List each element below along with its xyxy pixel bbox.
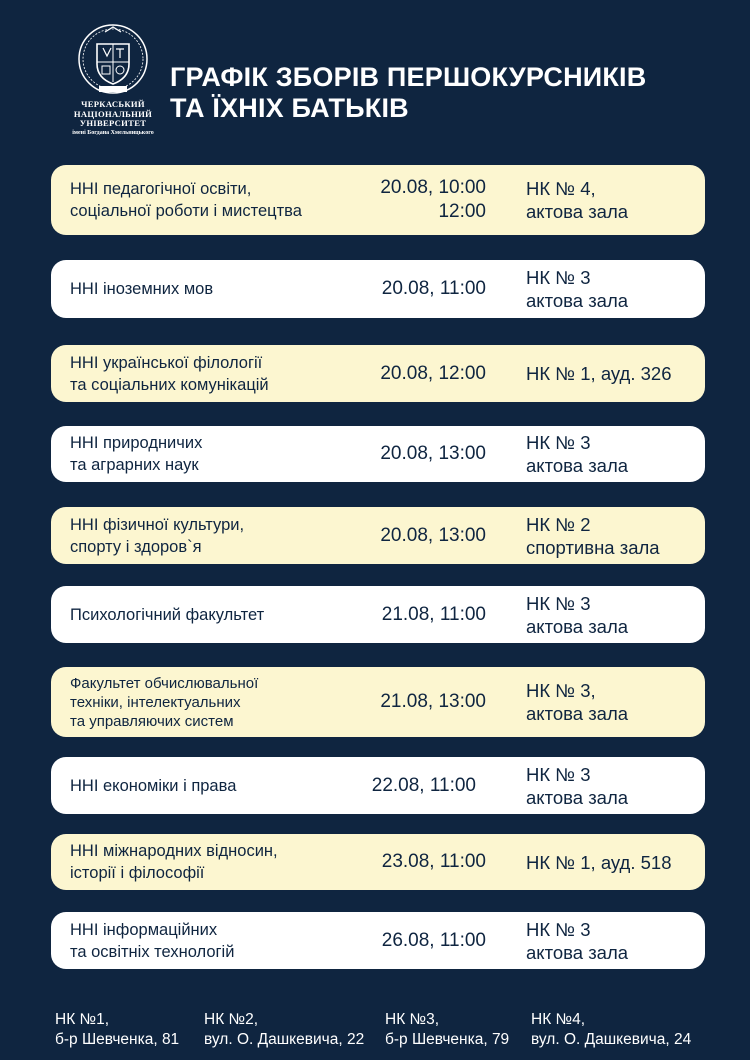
meeting-place: НК № 2 спортивна зала	[526, 513, 660, 558]
schedule-row	[51, 834, 705, 890]
schedule-row	[51, 165, 705, 235]
logo-text-line-2: НАЦІОНАЛЬНИЙ	[73, 108, 153, 119]
schedule-row	[51, 345, 705, 402]
university-logo	[64, 22, 162, 137]
meeting-time: 20.08, 10:00 12:00	[380, 177, 486, 222]
footer-address-nk4: НК №4, вул. О. Дашкевича, 24	[531, 1011, 692, 1048]
footer-address-nk3: НК №3, б-р Шевченка, 79	[385, 1011, 510, 1048]
meeting-place: НК № 1, ауд. 518	[526, 851, 672, 873]
meeting-time: 23.08, 11:00	[381, 851, 486, 872]
faculty-name: Психологічний факультет	[70, 605, 265, 624]
page-title: ГРАФІК ЗБОРІВ ПЕРШОКУРСНИКІВ ТА ЇХНІХ БАТЬКІВ	[170, 62, 647, 123]
meeting-place: НК № 3 актова зала	[526, 763, 629, 808]
faculty-name: ННІ економіки і права	[70, 776, 237, 795]
meeting-place: НК № 4, актова зала	[526, 178, 629, 222]
schedule-row	[51, 912, 705, 969]
meeting-time: 20.08, 11:00	[381, 278, 486, 299]
faculty-name: Факультет обчислювальної техніки, інтелектуальних та управляючих систем	[70, 674, 259, 730]
meeting-time: 20.08, 13:00	[380, 524, 486, 546]
meeting-time: 21.08, 13:00	[380, 691, 486, 712]
schedule-row	[51, 667, 705, 737]
meeting-place: НК № 3 актова зала	[526, 592, 629, 637]
schedule-row	[51, 586, 705, 643]
logo-text-line-3: УНІВЕРСИТЕТ	[79, 118, 147, 128]
meeting-time: 20.08, 13:00	[380, 443, 486, 464]
footer-address-nk2: НК №2, вул. О. Дашкевича, 22	[204, 1011, 365, 1048]
meeting-place: НК № 1, ауд. 326	[526, 363, 672, 384]
meeting-place: НК № 3 актова зала	[526, 432, 629, 476]
faculty-name: ННІ інформаційних та освітніх технологій	[70, 920, 235, 961]
faculty-name: ННІ міжнародних відносин, історії і філософії	[70, 842, 278, 882]
meeting-place: НК № 3 актова зала	[526, 918, 629, 963]
footer-address-nk1: НК №1, б-р Шевченка, 81	[55, 1011, 180, 1048]
meeting-place: НК № 3 актова зала	[526, 267, 629, 311]
faculty-name: ННІ фізичної культури, спорту і здоров`я	[70, 515, 245, 556]
logo-text-line-1: ЧЕРКАСЬКИЙ	[81, 99, 145, 109]
schedule-row	[51, 757, 705, 814]
university-crest-icon	[77, 22, 149, 96]
meeting-time: 26.08, 11:00	[381, 929, 486, 951]
meeting-time: 21.08, 11:00	[381, 603, 486, 625]
schedule-row	[51, 426, 705, 482]
schedule-row	[51, 507, 705, 564]
faculty-name: ННІ іноземних мов	[70, 280, 214, 298]
faculty-name: ННІ природничих та аграрних наук	[70, 434, 203, 474]
schedule-row	[51, 260, 705, 318]
meeting-time: 20.08, 12:00	[380, 362, 486, 384]
meeting-place: НК № 3, актова зала	[526, 680, 629, 724]
faculty-name: ННІ української філології та соціальних комунікацій	[70, 353, 269, 394]
logo-text-subline: імені Богдана Хмельницького	[72, 129, 154, 136]
meeting-time: 22.08, 11:00	[371, 774, 476, 796]
faculty-name: ННІ педагогічної освіти, соціальної роботи і мистецтва	[70, 180, 302, 220]
